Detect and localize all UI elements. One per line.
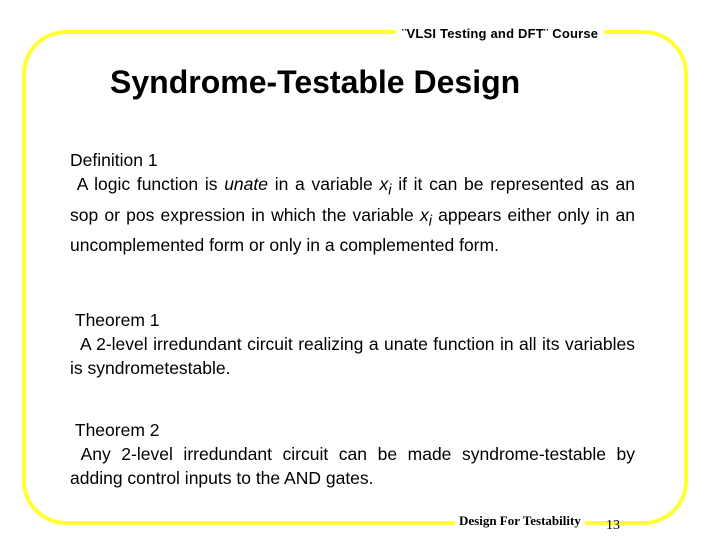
theorem-1-block bbox=[70, 308, 635, 380]
footer-label: Design For Testability bbox=[455, 513, 585, 529]
definition-text: A logic function is unate in a variable $x_i$ if it can be represented as an sop or pos expression in which the variable $x_i$ appears either only in an uncomplemented form or only in a complemented form. bbox=[70, 174, 635, 255]
theorem-1-heading: Theorem 1 bbox=[74, 310, 160, 330]
variable-x: x bbox=[379, 174, 389, 194]
theorem-2-heading: Theorem 2 bbox=[74, 420, 160, 440]
theorem-1-text: A 2-level irredundant circuit realizing a unate function in all its variables is syndrometestable. bbox=[70, 334, 635, 378]
course-header: ¨VLSI Testing and DFT¨ Course bbox=[396, 26, 604, 41]
page-number: 13 bbox=[606, 518, 620, 533]
definition-heading: Definition 1 bbox=[70, 150, 158, 170]
theorem-2-block bbox=[70, 418, 635, 490]
slide-title: Syndrome-Testable Design bbox=[110, 64, 521, 100]
variable-x: x bbox=[419, 204, 429, 225]
definition-block bbox=[70, 148, 635, 257]
theorem-2-text: Any 2-level irredundant circuit can be made syndrome-testable by adding control inputs to the AND gates. bbox=[70, 444, 635, 488]
term-unate: unate bbox=[224, 174, 268, 194]
